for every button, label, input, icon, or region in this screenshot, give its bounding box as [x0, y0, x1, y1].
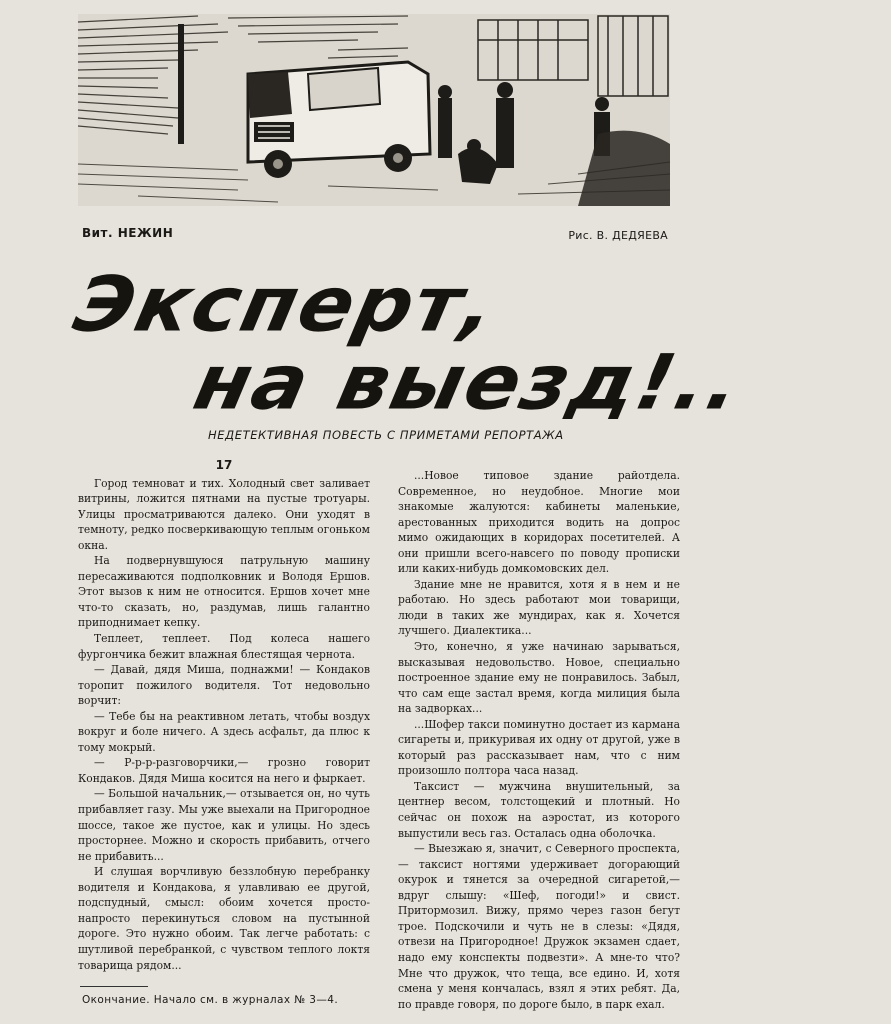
paragraph: — Р-р-р-разговорчики,— грозно говорит Кондаков. Дядя Миша косится на него и фыркает. [78, 756, 370, 785]
paragraph: Таксист — мужчина внушительный, за центнер весом, толстощекий и плотный. Но сейчас он похож на аэростат, из которого выпустили весь газ. Осталась одна оболочка. [398, 779, 680, 840]
illustration-van-night-scene [78, 14, 670, 206]
paragraph: И слушая ворчливую беззлобную перебранку водителя и Кондакова, я улавливаю ее другой, подспудный, смысл: обоим хочется просто-напросто перекинуться словом на пустынной дороге. Это нужно обоим. Так легче работать: с шутливой перебранкой, с чувством теплого локтя товарища рядом... [78, 865, 370, 972]
footnote-divider [80, 986, 148, 987]
footnote: Окончание. Начало см. в журналах № 3—4. [82, 994, 339, 1006]
subtitle: НЕДЕТЕКТИВНАЯ ПОВЕСТЬ С ПРИМЕТАМИ РЕПОРТАЖА [208, 428, 564, 442]
paragraph: Здание мне не нравится, хотя я в нем и не работаю. Но здесь работают мои товарищи, люди в таких же мундирах, как я. Хочется лучшего. Диалектика... [398, 577, 680, 638]
paragraph: — Выезжаю я, значит, с Северного проспекта,— таксист ногтями удерживает догорающий окурок и тянется за очередной сигаретой,— вдруг слышу: «Шеф, погоди!» и свист. Притормозил. Вижу, прямо через газон бегут трое. Подскочили и чуть не в слезы: «Дядя, отвези на Пригородное! Дружок экзамен сдает, надо ему конспекты подвезти». А мне-то что? Мне что дружок, что теща, все едино. И, хотя смена у меня кончалась, взял я этих ребят. Да, по правде говоря, по дороге было, в парк ехал. [398, 842, 680, 1011]
paragraph: На подвернувшуюся патрульную машину пересаживаются подполковник и Володя Ершов. Этот вызов к ним не относится. Ершов хочет мне что-то сказать, но, раздумав, лишь галантно приподнимает кепку. [78, 554, 370, 630]
paragraph: — Большой начальник,— отзывается он, но чуть прибавляет газу. Мы уже выехали на Пригородное шоссе, такое же пустое, как и улицы. Но здесь просторнее. Можно и скорость прибавить, отчего не прибавить... [78, 787, 370, 863]
paragraph: ...Шофер такси поминутно достает из кармана сигареты и, прикуривая их одну от другой, уже в который раз рассказывает нам, что с ним произошло полтора часа назад. [398, 717, 680, 778]
paragraph: Это, конечно, я уже начинаю зарываться, высказывая недовольство. Новое, специально построенное здание ему не понравилось. Забыл, что сам еще застал время, когда милиция была на задворках... [398, 640, 680, 716]
illustration-svg [78, 14, 670, 206]
title-line-1: Эксперт, [66, 260, 506, 349]
illustrator-credit: Рис. В. ДЕДЯЕВА [568, 229, 668, 242]
text-column-left [78, 458, 370, 973]
paragraph: — Тебе бы на реактивном летать, чтобы воздух вокруг и боле ничего. А здесь асфальт, да плюс к тому мокрый. [78, 709, 370, 754]
title-line-2: на выезд!.. [186, 338, 751, 427]
paragraph: Теплеет, теплеет. Под колеса нашего фургончика бежит влажная блестящая чернота. [78, 632, 370, 661]
paragraph: ...Новое типовое здание райотдела. Современное, но неудобное. Многие мои знакомые жалуются: кабинеты маленькие, арестованных приходится водить на допрос мимо ожидающих в коридорах посетителей. А они пришли всего-навсего по поводу прописки или каких-нибудь домкомовских дел. [398, 469, 680, 576]
paragraph: — Давай, дядя Миша, поднажми! — Кондаков торопит пожилого водителя. Тот недовольно ворчит: [78, 663, 370, 708]
chapter-number: 17 [215, 458, 233, 472]
paragraph: Город темноват и тих. Холодный свет заливает витрины, ложится пятнами на пустые тротуары. Улицы просматриваются далеко. Они уходят в темноту, редко посверкивающую теплым огоньком окна. [78, 476, 370, 552]
author-name: Вит. НЕЖИН [82, 226, 174, 240]
text-column-right [398, 468, 680, 1012]
